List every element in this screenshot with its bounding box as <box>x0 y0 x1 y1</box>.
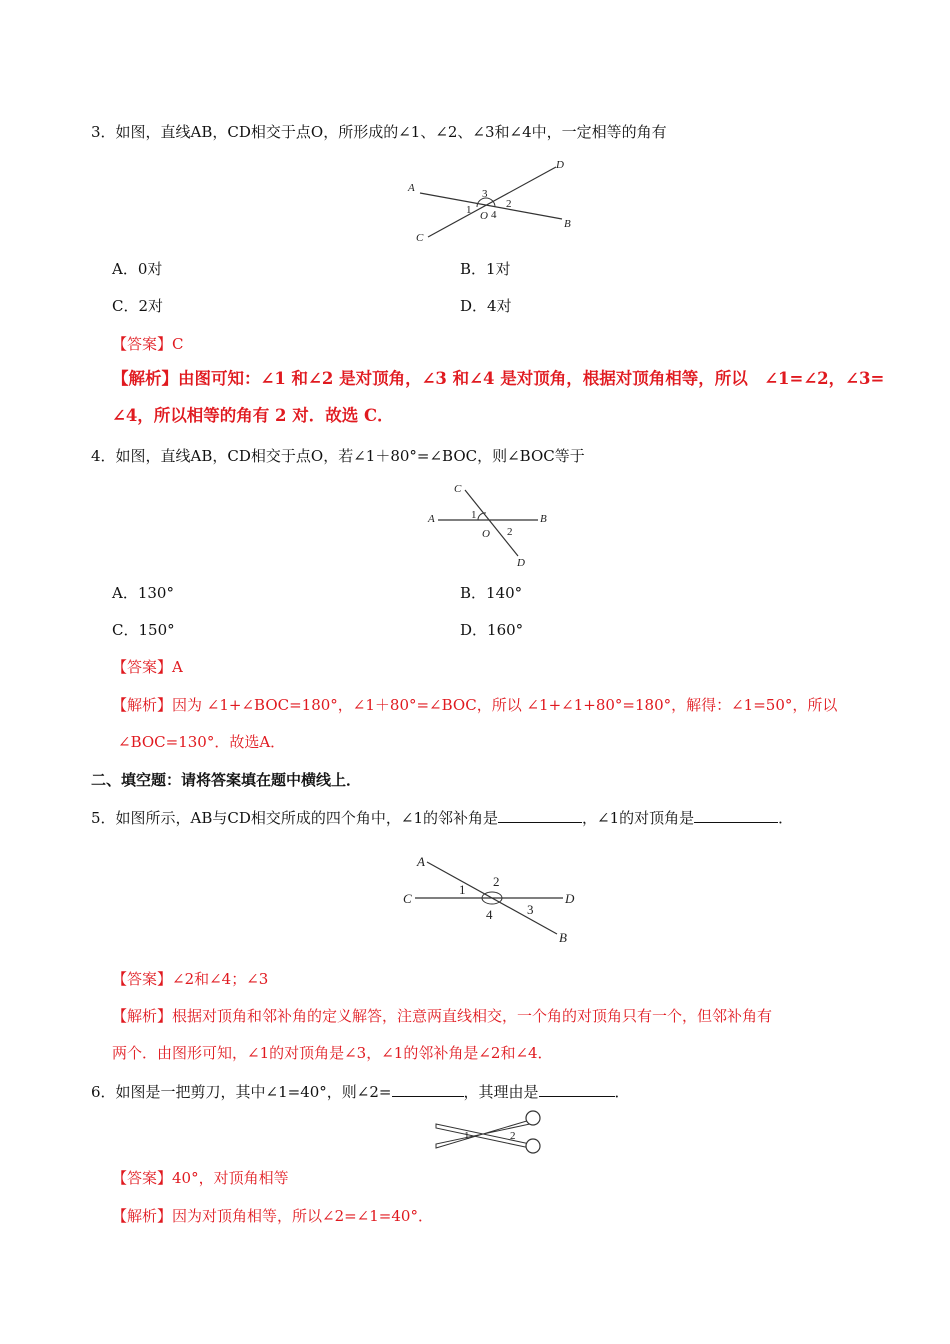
q5-stem <box>91 808 793 828</box>
q6-scissor-handle-top <box>526 1111 540 1125</box>
q5-blank-1[interactable] <box>498 808 582 823</box>
q3-label-o: O <box>480 210 488 222</box>
q3-explanation-line2: ∠4，所以相等的角有 2 对．故选 C． <box>112 406 394 425</box>
q4-answer: 【答案】A <box>112 658 183 676</box>
q6-angle-2: 2 <box>510 1130 516 1142</box>
q4-line-cd <box>465 490 518 556</box>
q5-blank-2[interactable] <box>694 808 778 823</box>
q4-explanation-line1: 【解析】因为 ∠1+∠BOC=180°，∠1＋80°=∠BOC，所以 ∠1+∠1+80°=180°，解得：∠1=50°，所以 <box>112 696 838 714</box>
q4-figure <box>420 478 560 568</box>
q5-explanation-line2: 两个．由图形可知，∠1的对顶角是∠3，∠1的邻补角是∠2和∠4． <box>112 1044 553 1062</box>
q3-label-b: B <box>564 218 571 230</box>
q4-label-o: O <box>482 528 490 540</box>
q6-blank-2[interactable] <box>539 1082 615 1097</box>
q6-answer: 【答案】40°，对顶角相等 <box>112 1169 289 1187</box>
q3-figure <box>400 155 590 245</box>
q3-angle-1: 1 <box>466 204 472 216</box>
q5-stem-part3: ． <box>778 809 794 827</box>
q5-stem-part2: ，∠1的对顶角是 <box>582 809 695 827</box>
q3-label-a: A <box>408 182 415 194</box>
q5-label-b: B <box>559 930 567 945</box>
q4-stem: 4．如图，直线AB，CD相交于点O，若∠1＋80°=∠BOC，则∠BOC等于 <box>91 447 585 465</box>
q6-scissor-blade-1 <box>436 1124 530 1148</box>
q4-label-b: B <box>540 513 547 525</box>
q6-stem <box>91 1082 630 1102</box>
q5-stem-part1: 5．如图所示，AB与CD相交所成的四个角中，∠1的邻补角是 <box>91 809 499 827</box>
q3-angle-4: 4 <box>491 209 497 221</box>
q6-scissor-handle-bottom <box>526 1139 540 1153</box>
q6-stem-part3: ． <box>614 1083 630 1101</box>
q3-option-a: A．0对 <box>112 260 163 278</box>
q4-explanation-line2: ∠BOC=130°．故选A． <box>118 733 286 751</box>
section-fill-in-header: 二、填空题：请将答案填在题中横线上． <box>91 771 362 789</box>
q5-label-c: C <box>403 891 412 906</box>
q4-angle-1: 1 <box>471 509 477 521</box>
q5-answer: 【答案】∠2和∠4；∠3 <box>112 970 269 988</box>
q3-label-d: D <box>556 159 564 171</box>
q3-option-d: D．4对 <box>460 297 512 315</box>
q3-option-b: B．1对 <box>460 260 511 278</box>
q3-answer: 【答案】C <box>112 335 184 353</box>
q5-angle-3: 3 <box>527 902 534 917</box>
q4-option-c: C．150° <box>112 621 175 639</box>
q6-scissor-blade-2 <box>436 1120 530 1148</box>
q5-label-a: A <box>417 854 425 869</box>
q4-label-d: D <box>517 557 525 569</box>
q3-explanation-line1: 【解析】由图可知：∠1 和∠2 是对顶角，∠3 和∠4 是对顶角，根据对顶角相等，所以 ∠1=∠2，∠3= <box>112 369 885 388</box>
q6-angle-1: 1 <box>464 1130 470 1142</box>
q4-angle-2: 2 <box>507 526 513 538</box>
q3-stem: 3．如图，直线AB，CD相交于点O，所形成的∠1、∠2、∠3和∠4中，一定相等的角有 <box>91 123 667 141</box>
q5-angle-1: 1 <box>459 882 466 897</box>
q6-blank-1[interactable] <box>392 1082 464 1097</box>
q3-option-c: C．2对 <box>112 297 164 315</box>
q6-scissors-figure <box>430 1110 550 1156</box>
q3-angle-2: 2 <box>506 198 512 210</box>
q4-option-a: A．130° <box>112 584 174 602</box>
q5-angle-2: 2 <box>493 874 500 889</box>
q4-label-a: A <box>428 513 435 525</box>
q6-explanation-line1: 【解析】因为对顶角相等，所以∠2=∠1=40°． <box>112 1207 433 1225</box>
q5-label-d: D <box>565 891 575 906</box>
q3-line-cd <box>428 167 556 237</box>
q4-label-c: C <box>454 483 462 495</box>
q6-stem-part2: ，其理由是 <box>463 1083 539 1101</box>
q5-figure <box>395 848 585 948</box>
q5-angle-4: 4 <box>486 907 493 922</box>
q4-option-b: B．140° <box>460 584 523 602</box>
q3-label-c: C <box>416 232 424 244</box>
q3-angle-3: 3 <box>482 188 488 200</box>
q5-explanation-line1: 【解析】根据对顶角和邻补角的定义解答，注意两直线相交，一个角的对顶角只有一个，但邻补角有 <box>112 1007 773 1025</box>
q6-stem-part1: 6．如图是一把剪刀，其中∠1=40°，则∠2= <box>91 1083 392 1101</box>
q4-option-d: D．160° <box>460 621 524 639</box>
